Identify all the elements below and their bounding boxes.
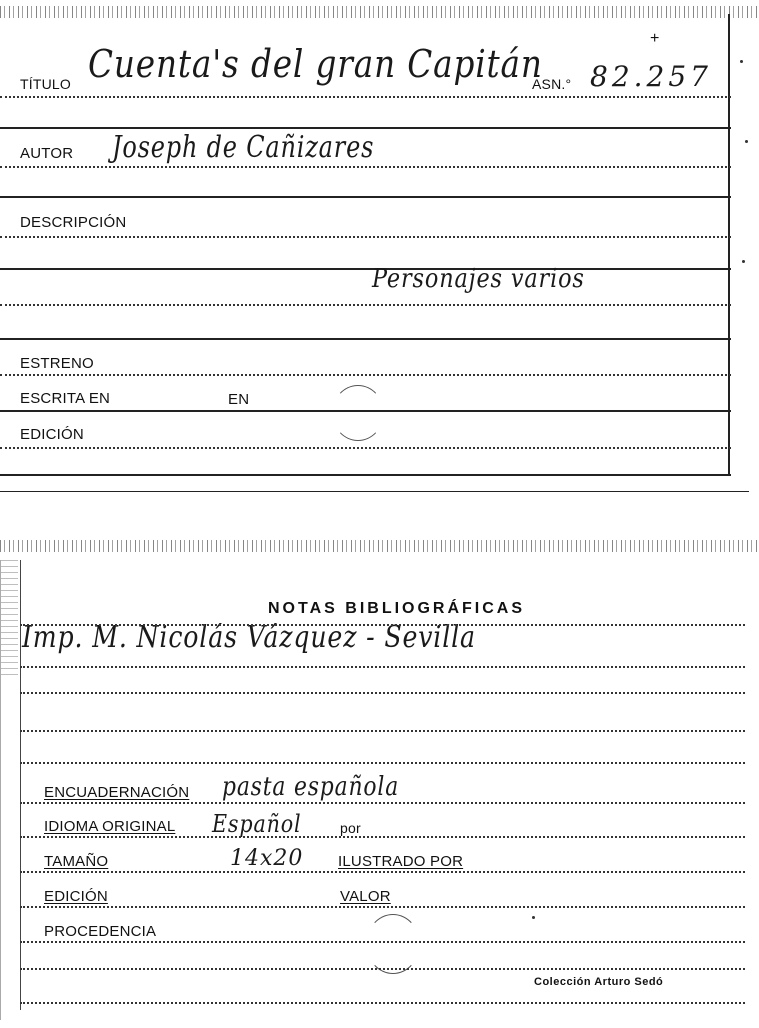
encuadernacion-label: ENCUADERNACIÓN [44, 784, 190, 801]
asn-label: ASN.° [532, 76, 572, 92]
plus-mark: + [650, 30, 660, 47]
asn-value: 82.257 [590, 60, 712, 93]
card-top-edge [0, 540, 759, 552]
dotted-line [0, 374, 731, 376]
por-label: por [340, 820, 361, 836]
notes-value: Imp. M. Nicolás Vázquez - Sevilla [22, 620, 476, 655]
autor-label: AUTOR [20, 145, 74, 162]
solid-line [0, 127, 731, 129]
dotted-line [20, 1002, 745, 1004]
dotted-line [20, 666, 745, 668]
card-left-border [0, 560, 1, 1020]
card-left-edge [0, 560, 18, 680]
dotted-line [20, 871, 745, 873]
dotted-line [20, 624, 745, 626]
descripcion-label: DESCRIPCIÓN [20, 214, 127, 231]
ilustrado-label: ILUSTRADO POR [338, 853, 464, 870]
titulo-label: TÍTULO [20, 76, 71, 92]
dotted-line [20, 692, 745, 694]
dotted-line [0, 96, 731, 98]
dotted-line [0, 447, 731, 449]
descripcion-value: Personajes varios [372, 264, 585, 294]
valor-label: VALOR [340, 888, 391, 905]
dotted-line [20, 730, 745, 732]
solid-line [0, 196, 731, 198]
procedencia-label: PROCEDENCIA [44, 923, 157, 940]
solid-line [0, 474, 731, 476]
speck [532, 916, 535, 919]
autor-value: Joseph de Cañizares [112, 130, 375, 165]
dotted-line [20, 968, 745, 970]
tamano-value: 14x20 [230, 846, 304, 871]
tamano-label: TAMAÑO [44, 853, 109, 870]
edicion-label: EDICIÓN [44, 888, 108, 905]
dotted-line [0, 236, 731, 238]
idioma-label: IDIOMA ORIGINAL [44, 818, 176, 835]
encuadernacion-value: pasta española [222, 772, 400, 802]
en-label: EN [228, 391, 250, 408]
notas-heading: NOTAS BIBLIOGRÁFICAS [268, 600, 526, 617]
catalog-card-front [0, 0, 759, 495]
card-bottom-edge [0, 491, 749, 492]
speck [742, 260, 745, 263]
card-top-edge [0, 6, 759, 18]
solid-line [0, 338, 731, 340]
idioma-value: Español [212, 810, 302, 838]
speck [745, 140, 748, 143]
collection-footer: Colección Arturo Sedó [534, 976, 664, 988]
blind-stamp-circle [332, 385, 384, 441]
dotted-line [0, 304, 731, 306]
card-right-border [728, 14, 730, 474]
titulo-value: Cuenta's del gran Capitán [88, 42, 543, 86]
catalog-card-back [0, 540, 759, 1028]
escrita-en-label: ESCRITA EN [20, 390, 111, 407]
edicion-label: EDICIÓN [20, 426, 84, 443]
dotted-line [20, 906, 745, 908]
dotted-line [0, 166, 731, 168]
dotted-line [20, 836, 745, 838]
blind-stamp-circle [366, 914, 420, 974]
dotted-line [20, 762, 745, 764]
dotted-line [20, 802, 745, 804]
solid-line [0, 268, 731, 270]
speck [740, 60, 743, 63]
estreno-label: ESTRENO [20, 355, 94, 372]
